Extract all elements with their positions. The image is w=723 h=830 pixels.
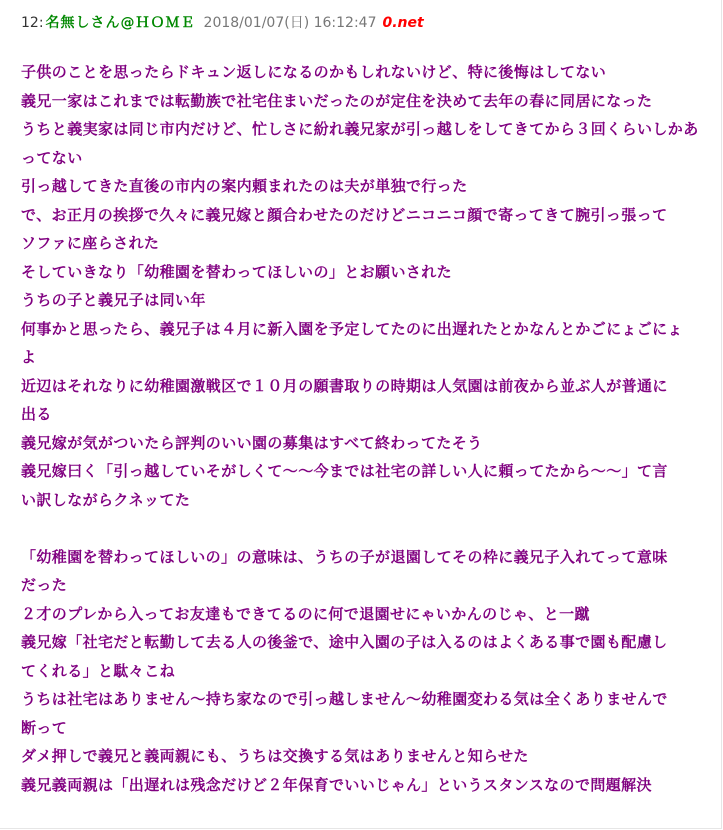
post-body-line: 義兄嫁が気がついたら評判のいい園の募集はすべて終わってたそう	[21, 433, 483, 452]
post-body-line: ダメ押しで義兄と義両親にも、うちは交換する気はありませんと知らせた	[21, 747, 529, 765]
post-body-line: 「幼稚園を替わってほしいの」の意味は、うちの子が退園してその枠に義兄子入れてって意味	[21, 547, 668, 566]
post-number[interactable]: 12	[21, 15, 39, 31]
post-body-line: うちの子と義兄子は同い年	[21, 291, 206, 309]
post-body-line: 義兄義両親は「出遅れは残念だけど２年保育でいいじゃん」というスタンスなので問題解決	[21, 775, 652, 794]
post-body-blank-line	[21, 514, 693, 543]
post-body-line: だった	[21, 576, 68, 594]
post-id: 0.net	[382, 15, 424, 31]
post-body-line: うちは社宅はありません～持ち家なので引っ越しません～幼稚園変わる気は全くありませんで	[21, 690, 668, 708]
poster-name: 名無しさん@ＨＯＭＥ	[45, 15, 196, 31]
post-number-separator: :	[38, 15, 44, 31]
post-body-line: ってない	[21, 148, 83, 167]
post-date: 2018/01/07(日) 16:12:47	[203, 15, 377, 31]
post-body-line: 義兄一家はこれまでは転勤族で社宅住まいだったのが定住を決めて去年の春に同居になった	[21, 91, 653, 110]
post-body-line: 引っ越してきた直後の市内の案内頼まれたのは夫が単独で行った	[21, 177, 468, 195]
post-body-line: ２才のプレから入ってお友達もできてるのに何で退園せにゃいかんのじゃ、と一蹴	[21, 604, 590, 623]
post-body-line: 断って	[21, 718, 68, 737]
post-body-line: で、お正月の挨拶で久々に義兄嫁と顔合わせたのだけどニコニコ顔で寄ってきて腕引っ張って	[21, 205, 668, 224]
post-body-line: てくれる」と駄々こね	[21, 661, 176, 680]
post-body-line: 近辺はそれなりに幼稚園激戦区で１０月の願書取りの時期は人気園は前夜から並ぶ人が普通に	[21, 376, 668, 395]
post-body-line: 義兄嫁曰く「引っ越していそがしくて～～今までは社宅の詳しい人に頼ってたから～～」て言	[21, 462, 668, 480]
post-body-line: 出る	[21, 405, 52, 423]
post-body	[21, 58, 699, 799]
post-body-line: ソファに座らされた	[21, 234, 160, 252]
post-body-line: い訳しながらクネッてた	[21, 490, 191, 509]
post-body-line: 子供のことを思ったらドキュン返しになるのかもしれないけど、特に後悔はしてない	[21, 63, 607, 81]
post-body-line: うちと義実家は同じ市内だけど、忙しさに紛れ義兄家が引っ越しをしてきてから３回くらいしかあ	[21, 120, 699, 138]
post-body-line: よ	[21, 348, 37, 366]
post-body-line: 何事かと思ったら、義兄子は４月に新入園を予定してたのに出遅れたとかなんとかごにょごにょ	[21, 319, 683, 338]
post-body-line: 義兄嫁「社宅だと転勤して去る人の後釜で、途中入園の子は入るのはよくある事で園も配慮し	[21, 633, 668, 651]
post-body-line: そしていきなり「幼稚園を替わってほしいの」とお願いされた	[21, 262, 453, 281]
post-header	[21, 13, 424, 33]
